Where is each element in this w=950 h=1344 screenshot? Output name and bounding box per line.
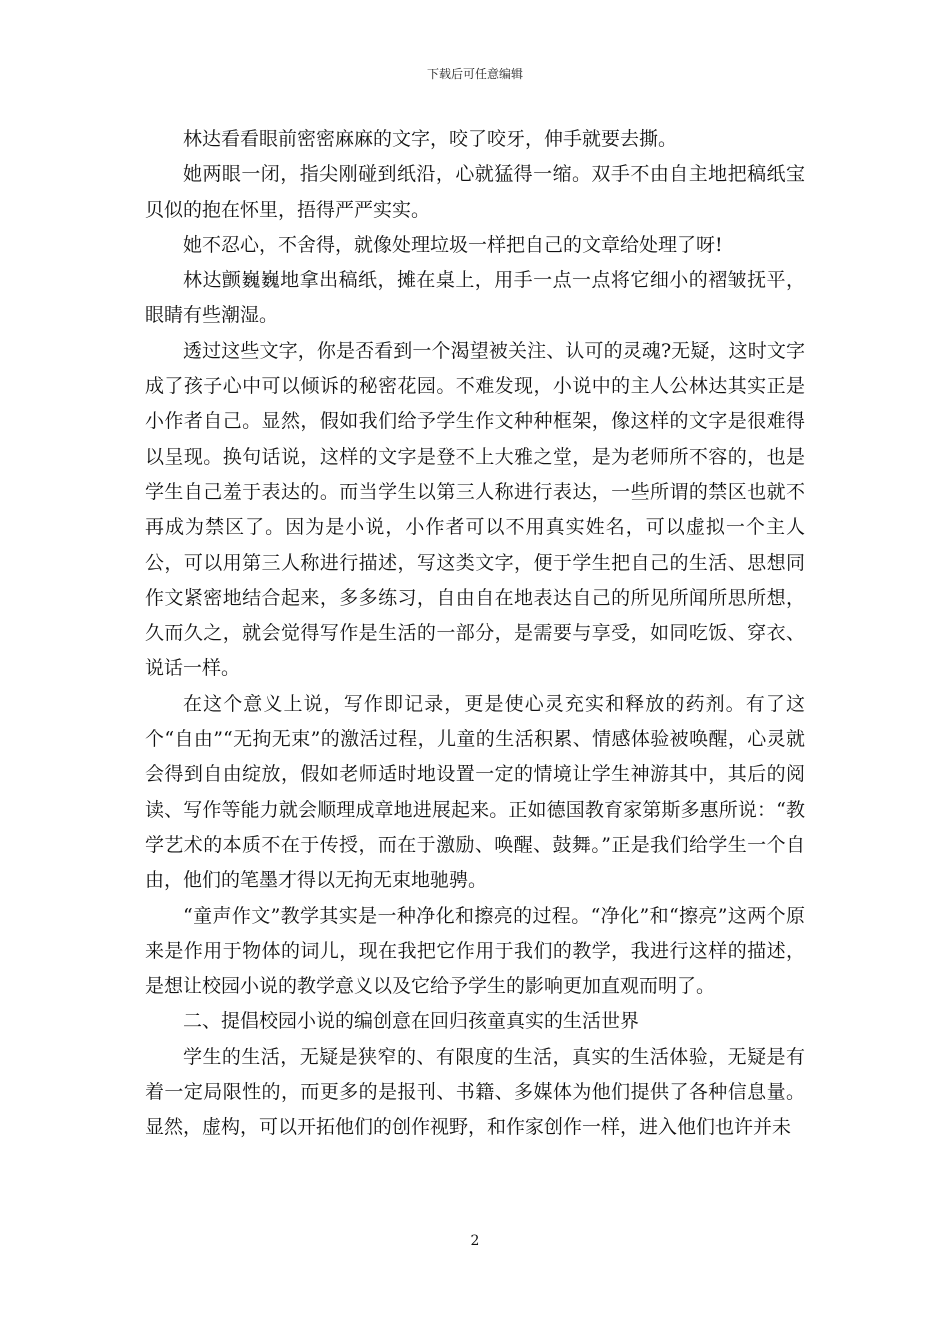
paragraph-5: 透过这些文字，你是否看到一个渴望被关注、认可的灵魂?无疑，这时文字成了孩子心中可以倾诉的秘密花园。不难发现，小说中的主人公林达其实正是小作者自己。显然，假如我们给予学生作文种种框架，像这样的文字是很难得以呈现。换句话说，这样的文字是登不上大雅之堂，是为老师所不容的，也是学生自己羞于表达的。而当学生以第三人称进行表达，一些所谓的禁区也就不再成为禁区了。因为是小说，小作者可以不用真实姓名，可以虚拟一个主人公，可以用第三人称进行描述，写这类文字，便于学生把自己的生活、思想同作文紧密地结合起来，多多练习，自由自在地表达自己的所见所闻所思所想，久而久之，就会觉得写作是生活的一部分，是需要与享受，如同吃饭、穿衣、说话一样。 xyxy=(145,339,805,680)
paragraph-2: 她两眼一闭，指尖刚碰到纸沿，心就猛得一缩。双手不由自主地把稿纸宝贝似的抱在怀里，捂得严严实实。 xyxy=(145,163,805,221)
paragraph-1: 林达看看眼前密密麻麻的文字，咬了咬牙，伸手就要去撕。 xyxy=(183,128,678,150)
paragraph-4: 林达颤巍巍地拿出稿纸，摊在桌上，用手一点一点将它细小的褶皱抚平，眼睛有些潮湿。 xyxy=(145,269,805,327)
page-number: 2 xyxy=(470,1233,480,1249)
document-body xyxy=(145,122,805,1146)
paragraph-3: 她不忍心，不舍得，就像处理垃圾一样把自己的文章给处理了呀! xyxy=(183,233,723,256)
paragraph-7: “童声作文”教学其实是一种净化和擦亮的过程。“净化”和“擦亮”这两个原来是作用于物体的词儿，现在我把它作用于我们的教学，我进行这样的描述，是想让校园小说的教学意义以及它给予学生的影响更加直观而明了。 xyxy=(145,904,805,998)
page-header: 下载后可任意编辑 xyxy=(426,67,523,81)
section-heading: 二、提倡校园小说的编创意在回归孩童真实的生活世界 xyxy=(183,1010,640,1033)
paragraph-9: 学生的生活，无疑是狭窄的、有限度的生活，真实的生活体验，无疑是有着一定局限性的，而更多的是报刊、书籍、多媒体为他们提供了各种信息量。显然，虚构，可以开拓他们的创作视野，和作家创作一样，进入他们也许并未 xyxy=(145,1045,805,1139)
paragraph-6: 在这个意义上说，写作即记录，更是使心灵充实和释放的药剂。有了这个“自由”“无拘无束”的激活过程，儿童的生活积累、情感体验被唤醒，心灵就会得到自由绽放，假如老师适时地设置一定的情境让学生神游其中，其后的阅读、写作等能力就会顺理成章地进展起来。正如德国教育家第斯多惠所说：“教学艺术的本质不在于传授，而在于激励、唤醒、鼓舞。”正是我们给学生一个自由，他们的笔墨才得以无拘无束地驰骋。 xyxy=(145,692,805,892)
